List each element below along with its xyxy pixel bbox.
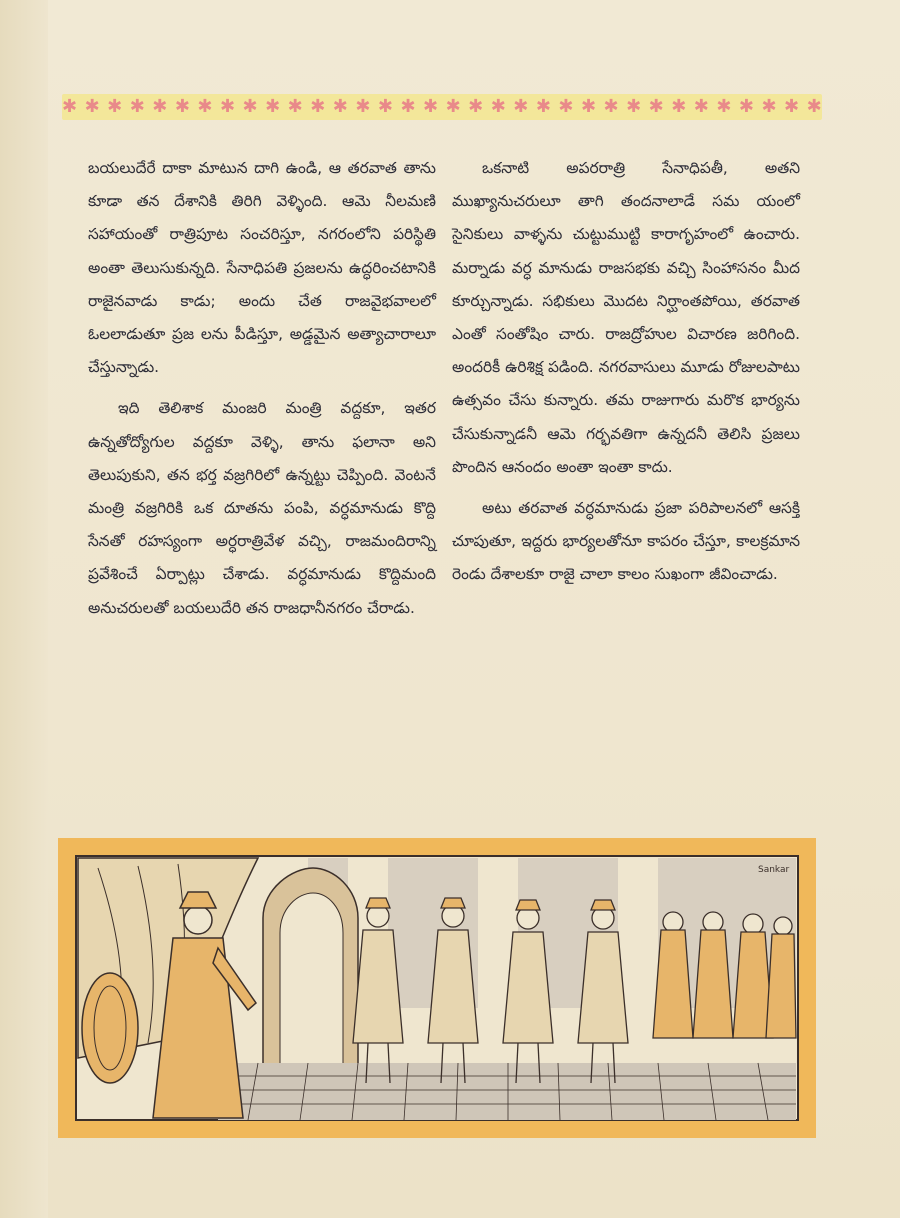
ornament-star-icon: ✱ xyxy=(761,96,777,117)
ornament-star-icon: ✱ xyxy=(648,96,664,117)
text-column-left xyxy=(88,152,436,633)
ornament-star-icon: ✱ xyxy=(287,96,303,117)
ornament-star-icon: ✱ xyxy=(423,96,439,117)
ornament-star-icon: ✱ xyxy=(513,96,529,117)
ornament-star-icon: ✱ xyxy=(400,96,416,117)
ornament-star-icon: ✱ xyxy=(784,96,800,117)
ornament-star-icon: ✱ xyxy=(716,96,732,117)
paragraph: అటు తరవాత వర్ధమానుడు ప్రజా పరిపాలనలో ఆసక్తి చూపుతూ, ఇద్దరు భార్యలతోనూ కాపరం చేస్తూ, కాలక్రమాన రెండు దేశాలకూ రాజై చాలా కాలం సుఖంగా జీవించాడు. xyxy=(452,499,800,584)
paragraph: బయలుదేరే దాకా మాటున దాగి ఉండి, ఆ తరవాత తాను కూడా తన దేశానికి తిరిగి వెళ్ళింది. ఆమె నీలమణి సహాయంతో రాత్రిపూట సంచరిస్తూ, నగరంలోని పరిస్థితి అంతా తెలుసుకున్నది. సేనాధిపతి ప్రజలను ఉద్ధరించటానికి రాజైనవాడు కాడు; అందు చేత రాజవైభవాలలో ఓలలాడుతూ ప్రజ లను పీడిస్తూ, అడ్డమైన అత్యాచారాలూ చేస్తున్నాడు. xyxy=(88,159,436,377)
ornament-star-icon: ✱ xyxy=(62,96,78,117)
ornament-star-icon: ✱ xyxy=(355,96,371,117)
ornament-star-icon: ✱ xyxy=(603,96,619,117)
ornament-star-icon: ✱ xyxy=(626,96,642,117)
ornament-star-icon: ✱ xyxy=(671,96,687,117)
court-scene-illustration xyxy=(58,838,816,1138)
ornament-star-icon: ✱ xyxy=(535,96,551,117)
ornament-star-icon: ✱ xyxy=(174,96,190,117)
artist-signature: Sankar xyxy=(758,865,790,875)
ornament-star-icon: ✱ xyxy=(738,96,754,117)
ornament-star-icon: ✱ xyxy=(107,96,123,117)
illustration-drawing xyxy=(58,838,816,1138)
decorative-border-strip xyxy=(62,94,822,120)
ornament-star-icon: ✱ xyxy=(310,96,326,117)
ornament-star-icon: ✱ xyxy=(332,96,348,117)
ornament-star-icon: ✱ xyxy=(806,96,822,117)
paragraph: ఒకనాటి అపరరాత్రి సేనాధిపతీ, అతని ముఖ్యానుచరులూ తాగి తందనాలాడే సమ యంలో సైనికులు వాళ్ళను చుట్టుముట్టి కారాగృహంలో ఉంచారు. మర్నాడు వర్ధ మానుడు రాజసభకు వచ్చి సింహాసనం మీద కూర్చున్నాడు. సభికులు మొదట నిర్ఘాంతపోయి, తరవాత ఎంతో సంతోషిం చారు. రాజద్రోహుల విచారణ జరిగింది. అందరికీ ఉరిశిక్ష పడింది. నగరవాసులు మూడు రోజులపాటు ఉత్సవం చేసు కున్నారు. తమ రాజుగారు మరొక భార్యను చేసుకున్నాడనీ ఆమె గర్భవతిగా ఉన్నదనీ తెలిసి ప్రజలు పొందిన ఆనందం అంతా ఇంతా కాదు. xyxy=(452,159,800,476)
pillar xyxy=(618,858,658,1008)
ornament-star-icon: ✱ xyxy=(219,96,236,117)
text-column-right xyxy=(452,152,800,600)
ornament-star-icon: ✱ xyxy=(693,96,709,117)
ornament-star-icon: ✱ xyxy=(197,96,213,117)
ornament-star-icon: ✱ xyxy=(129,96,145,117)
ornament-star-icon: ✱ xyxy=(84,96,100,117)
ornament-star-icon: ✱ xyxy=(445,96,461,117)
ornament-star-icon: ✱ xyxy=(265,96,281,117)
ornament-star-icon: ✱ xyxy=(152,96,168,117)
drum xyxy=(82,973,138,1083)
ornament-star-icon: ✱ xyxy=(468,96,484,117)
ornament-star-icon: ✱ xyxy=(558,96,574,117)
ornament-star-icon: ✱ xyxy=(377,96,393,117)
ornament-star-icon: ✱ xyxy=(242,96,258,117)
ornament-star-icon: ✱ xyxy=(490,96,506,117)
page-binding-edge xyxy=(0,0,48,1218)
doorway-inner xyxy=(280,893,343,1068)
paragraph: ఇది తెలిశాక మంజరి మంత్రి వద్దకూ, ఇతర ఉన్నతోద్యోగుల వద్దకూ వెళ్ళి, తాను ఫలానా అని తెలుపుకుని, తన భర్త వజ్రగిరిలో ఉన్నట్టు చెప్పింది. వెంటనే మంత్రి వజ్రగిరికి ఒక దూతను పంపి, వర్ధమానుడు కొద్ది సేనతో రహస్యంగా అర్ధరాత్రివేళ వచ్చి, రాజమందిరాన్ని ప్రవేశించే ఏర్పాట్లు చేశాడు. వర్ధమానుడు కొద్దిమంది అనుచరులతో బయలుదేరి తన రాజధానీనగరం చేరాడు. xyxy=(88,399,436,617)
ornament-star-icon: ✱ xyxy=(580,96,597,117)
